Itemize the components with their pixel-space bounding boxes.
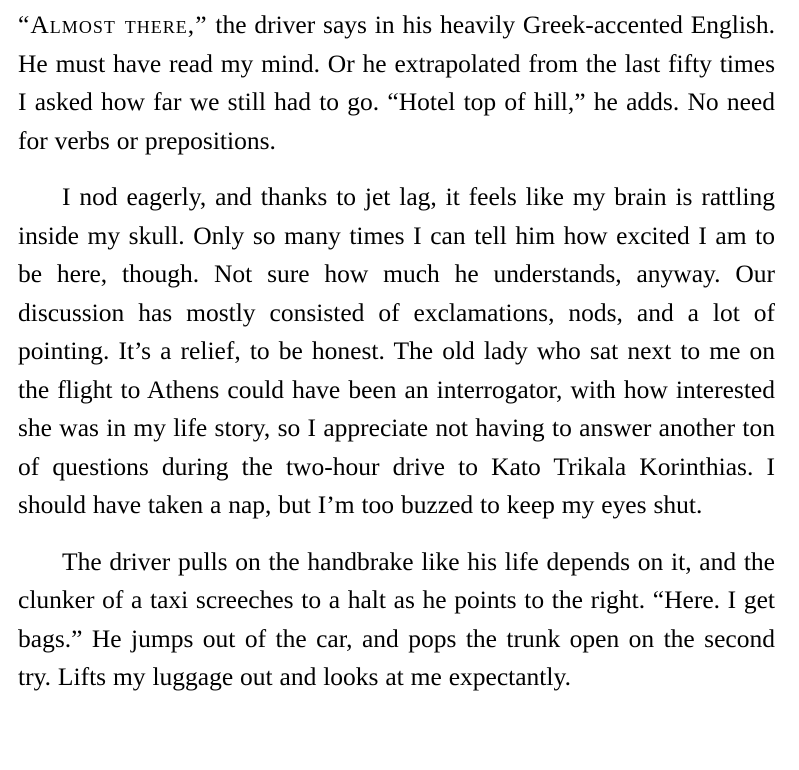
paragraph-text: I nod eagerly, and thanks to jet lag, it feels like my brain is rattling inside my skull. Only so many times I can tell him how excited I am to be here, though. Not sure how much he understands, anyway. Our discussion has mostly consisted of exclamations, nods, and a lot of pointing. It’s a relief, to be honest. The old lady who sat next to me on the flight to Athens could have been an interrogator, with how interested she was in my life story, so I appreciate not having to answer another ton of questions during the two-hour drive to Kato Trikala Korinthias. I should have taken a nap, but I’m too buzzed to keep my eyes shut.	[18, 182, 775, 519]
body-paragraph	[18, 6, 775, 160]
paragraph-text: the driver says in his heavily Greek-accented English. He must have read my mind. Or he extrapolated from the last fifty times I asked how far we still had to go. “Hotel top of hill,” he adds. No need for verbs or prepositions.	[18, 10, 775, 155]
paragraph-text: The driver pulls on the handbrake like his life depends on it, and the clunker of a taxi screeches to a halt as he points to the right. “Here. I get bags.” He jumps out of the car, and pops the trunk open on the second try. Lifts my luggage out and looks at me expectantly.	[18, 546, 775, 691]
body-paragraph	[18, 178, 775, 525]
paragraph-opening-smallcaps: “Almost there,”	[18, 10, 208, 39]
body-paragraph	[18, 543, 775, 697]
